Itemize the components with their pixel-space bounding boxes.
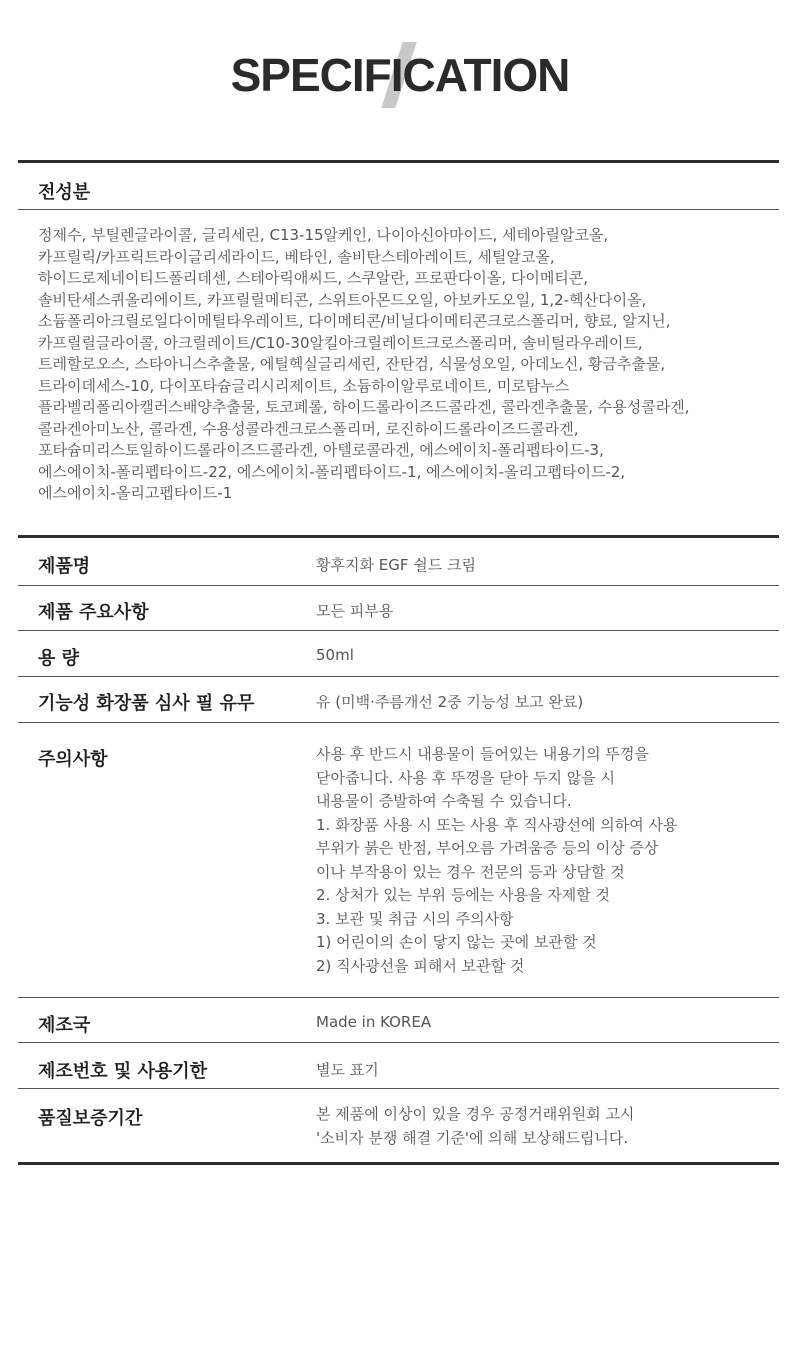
- ingredients-line: 포타슘미리스토일하이드롤라이즈드콜라겐, 아텔로콜라겐, 에스에이치-폴리펩타이드-3,: [38, 441, 604, 459]
- caution-line: 3. 보관 및 취급 시의 주의사항: [316, 909, 514, 928]
- lot-expiry-label: 제조번호 및 사용기한: [38, 1061, 208, 1082]
- caution-line: 2. 상처가 있는 부위 등에는 사용을 자제할 것: [316, 886, 611, 904]
- divider-bottom: [18, 1162, 779, 1165]
- caution-line: 1) 어린이의 손이 닿지 않는 곳에 보관할 것: [316, 933, 597, 951]
- caution-line: 1. 화장품 사용 시 또는 사용 후 직사광선에 의하여 사용: [316, 815, 678, 834]
- ingredients-line: 카프릴릭/카프릭트라이글리세라이드, 베타인, 솔비탄스테아레이트, 세틸알코올,: [38, 247, 555, 266]
- product-name-label: 제품명: [38, 556, 91, 577]
- ingredients-line: 카프릴릴글라이콜, 아크릴레이트/C10-30알킬아크릴레이트크로스폴리머, 솔비틸라우레이트,: [38, 333, 643, 352]
- ingredients-line: 플라벨리폴리아캘러스배양추출물, 토코페롤, 하이드롤라이즈드콜라겐, 콜라겐추출물, 수용성콜라겐,: [38, 398, 690, 416]
- caution-label: 주의사항: [38, 749, 108, 770]
- ingredients-line: 정제수, 부틸렌글라이콜, 글리세린, C13-15알케인, 나이아신아마이드, 세테아릴알코올,: [38, 226, 609, 244]
- divider: [18, 722, 779, 723]
- caution-line: 닫아줍니다. 사용 후 뚜껑을 닫아 두지 않을 시: [316, 768, 615, 787]
- caution-line: 이나 부작용이 있는 경우 전문의 등과 상담할 것: [316, 862, 625, 881]
- lot-expiry-value: 별도 표기: [316, 1061, 379, 1079]
- divider-spec-top: [18, 535, 779, 538]
- key-notes-label: 제품 주요사항: [38, 602, 149, 623]
- volume-value: 50ml: [316, 646, 354, 664]
- warranty-text: [316, 1103, 634, 1150]
- functional-value: 유 (미백·주름개선 2중 기능성 보고 완료): [316, 693, 584, 711]
- divider: [18, 676, 779, 677]
- origin-label: 제조국: [38, 1015, 91, 1036]
- page-title: SPECIFICATION: [230, 49, 570, 101]
- product-name-value: 황후지화 EGF 쉴드 크림: [316, 556, 476, 574]
- ingredients-text: [38, 225, 768, 505]
- ingredients-line: 에스에이치-올리고펩타이드-1: [38, 484, 233, 502]
- origin-value: Made in KOREA: [316, 1013, 432, 1031]
- ingredients-line: 콜라겐아미노산, 콜라겐, 수용성콜라겐크로스폴리머, 로진하이드롤라이즈드콜라겐,: [38, 419, 579, 438]
- divider: [18, 585, 779, 586]
- ingredients-label: 전성분: [38, 182, 91, 203]
- volume-label: 용 량: [38, 648, 80, 669]
- caution-line: 사용 후 반드시 내용물이 들어있는 내용기의 뚜껑을: [316, 745, 649, 763]
- caution-line: 2) 직사광선을 피해서 보관할 것: [316, 956, 525, 975]
- caution-line: 부위가 붉은 반점, 부어오름 가려움증 등의 이상 증상: [316, 839, 659, 857]
- divider: [18, 1042, 779, 1043]
- caution-line: 내용물이 증발하여 수축될 수 있습니다.: [316, 792, 572, 810]
- divider: [18, 630, 779, 631]
- divider-top: [18, 160, 779, 163]
- warranty-label: 품질보증기간: [38, 1108, 143, 1129]
- ingredients-line: 솔비탄세스퀴올리에이트, 카프릴릴메티콘, 스위트아몬드오일, 아보카도오일, 1,2-헥산다이올,: [38, 290, 647, 309]
- warranty-line: 본 제품에 이상이 있을 경우 공정거래위원회 고시: [316, 1105, 635, 1123]
- key-notes-value: 모든 피부용: [316, 602, 394, 620]
- ingredients-line: 트레할로오스, 스타아니스추출물, 에틸헥실글리세린, 잔탄검, 식물성오일, 아데노신, 황금추출물,: [38, 355, 666, 373]
- caution-text: [316, 743, 678, 978]
- functional-label: 기능성 화장품 심사 필 유무: [38, 693, 255, 714]
- ingredients-line: 에스에이치-폴리펩타이드-22, 에스에이치-폴리펩타이드-1, 에스에이치-올리고펩타이드-2,: [38, 462, 626, 481]
- divider: [18, 1088, 779, 1089]
- ingredients-line: 소듐폴리아크릴로일다이메틸타우레이트, 다이메티콘/비닐다이메티콘크로스폴리머, 향료, 알지닌,: [38, 312, 671, 330]
- ingredients-line: 하이드로제네이티드폴리데센, 스테아릭애씨드, 스쿠알란, 프로판다이올, 다이메티콘,: [38, 269, 589, 287]
- divider: [18, 997, 779, 998]
- divider: [18, 209, 779, 210]
- warranty-line: '소비자 분쟁 해결 기준'에 의해 보상해드립니다.: [316, 1128, 629, 1147]
- ingredients-line: 트라이데세스-10, 다이포타슘글리시리제이트, 소듐하이알루로네이트, 미로탐누스: [38, 376, 570, 395]
- title-block: [0, 38, 800, 118]
